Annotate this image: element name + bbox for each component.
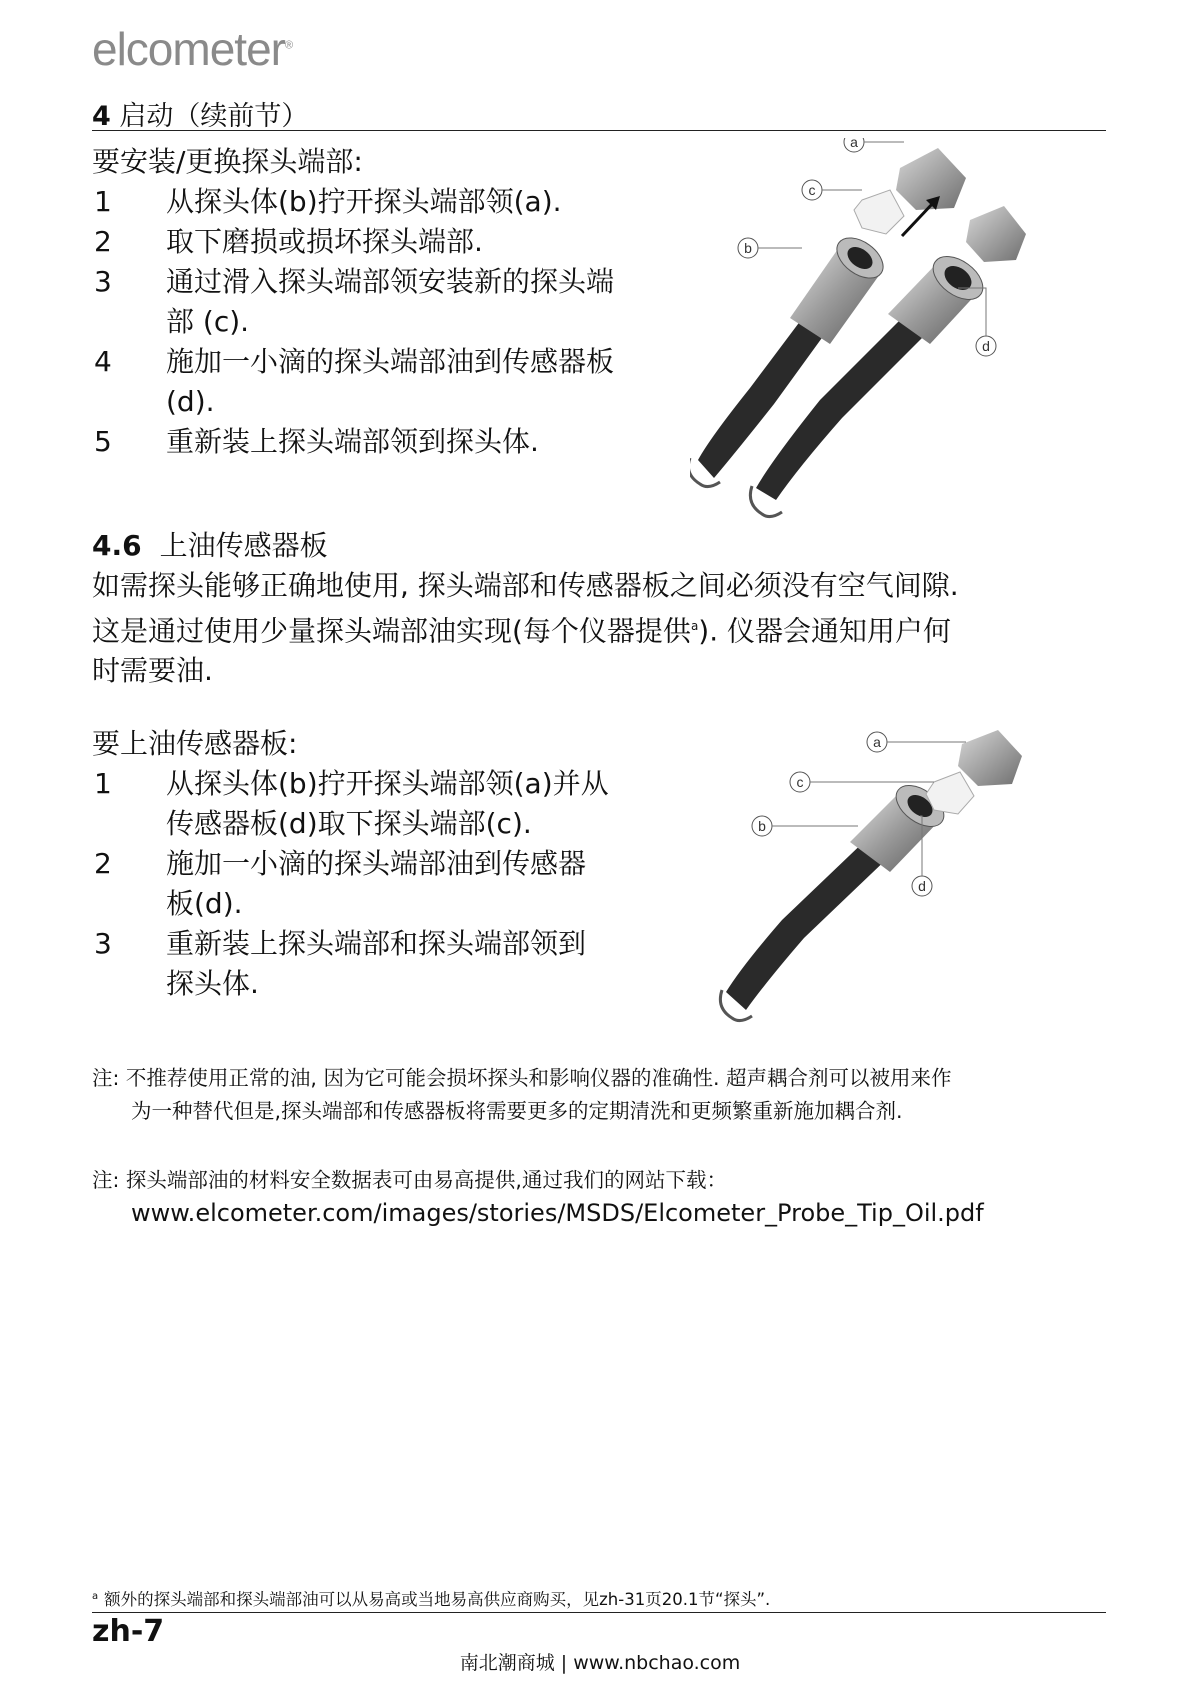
install-steps bbox=[92, 182, 732, 462]
list-item: 5 重新装上探头端部领到探头体. bbox=[94, 425, 539, 458]
callout-a bbox=[867, 732, 966, 752]
svg-text:b: b bbox=[744, 240, 752, 256]
oiling-diagram bbox=[712, 730, 1112, 1040]
list-item: 2 施加一小滴的探头端部油到传感器 板(d). bbox=[94, 847, 587, 920]
chapter-number: 4 bbox=[92, 101, 111, 132]
callout-b bbox=[752, 816, 858, 836]
msds-link[interactable]: www.elcometer.com/images/stories/MSDS/Elcometer_Probe_Tip_Oil.pdf bbox=[131, 1199, 984, 1227]
svg-text:c: c bbox=[808, 182, 816, 198]
source-watermark: 南北潮商城 | www.nbchao.com bbox=[459, 1652, 741, 1674]
probe-replacement-diagram bbox=[690, 138, 1110, 538]
header-rule bbox=[92, 130, 1106, 131]
probe-body bbox=[720, 777, 951, 1020]
list-item: 4 施加一小滴的探头端部油到传感器板 (d). bbox=[94, 345, 615, 418]
footnote: $^a$ 额外的探头端部和探头端部油可以从易高或当地易高供应商购买，见zh-31页20.1节“探头”. bbox=[92, 1590, 771, 1609]
svg-text:d: d bbox=[982, 338, 990, 354]
list-item: 3 重新装上探头端部和探头端部领到 探头体. bbox=[94, 927, 587, 1000]
callout-b bbox=[738, 238, 802, 258]
oil-steps bbox=[92, 764, 732, 1004]
callout-a bbox=[844, 138, 904, 152]
list-item: 3 通过滑入探头端部领安装新的探头端 部 (c). bbox=[94, 265, 615, 338]
callout-c bbox=[802, 180, 862, 200]
oil-heading: 要上油传感器板: bbox=[92, 727, 298, 760]
chapter-title: 启动（续前节） bbox=[119, 101, 309, 132]
footer-rule bbox=[92, 1612, 1106, 1613]
probe-tip-collar-new bbox=[966, 206, 1026, 262]
list-item: 1 从探头体(b)拧开探头端部领(a). bbox=[94, 185, 562, 218]
list-item: 2 取下磨损或损坏探头端部. bbox=[94, 225, 483, 258]
list-item: 1 从探头体(b)拧开探头端部领(a)并从 传感器板(d)取下探头端部(c). bbox=[94, 767, 609, 840]
svg-text:a: a bbox=[873, 734, 881, 750]
section-title: 上油传感器板 bbox=[159, 529, 328, 562]
note-msds: 注: 探头端部油的材料安全数据表可由易高提供,通过我们的网站下载： www.elcometer.com/images/stories/MSDS/Elcometer_Probe_Tip_Oil.pdf bbox=[92, 1164, 1122, 1230]
svg-text:a: a bbox=[850, 138, 858, 150]
svg-text:b: b bbox=[758, 818, 766, 834]
svg-text:c: c bbox=[796, 774, 804, 790]
install-heading: 要安装/更换探头端部: bbox=[92, 145, 363, 178]
section-heading bbox=[92, 524, 328, 564]
elcometer-logo: elcometer® bbox=[92, 23, 293, 75]
section-number: 4.6 bbox=[92, 529, 142, 562]
probe-tip-c bbox=[926, 772, 974, 814]
note-coupling: 注: 不推荐使用正常的油, 因为它可能会损坏探头和影响仪器的准确性. 超声耦合剂可以被用来作 为一种替代但是,探头端部和传感器板将需要更多的定期清洗和更频繁重新施加耦合剂. bbox=[92, 1066, 952, 1123]
probe-tip-collar-a bbox=[958, 730, 1022, 786]
page-number: zh-7 bbox=[92, 1614, 165, 1649]
chapter-heading bbox=[92, 94, 308, 133]
section-paragraph: 如需探头能够正确地使用, 探头端部和传感器板之间必须没有空气间隙. 这是通过使用少量探头端部油实现(每个仪器提供$^a$). 仪器会通知用户何 时需要油. bbox=[92, 569, 959, 688]
svg-text:d: d bbox=[918, 878, 926, 894]
probe-tip-c bbox=[854, 190, 904, 234]
